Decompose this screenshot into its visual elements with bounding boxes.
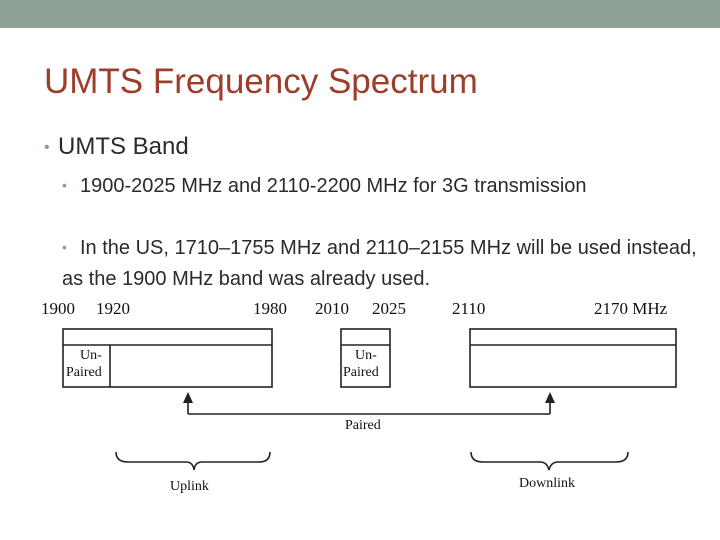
freq-label-1900: 1900 xyxy=(41,299,75,318)
freq-label-2010: 2010 xyxy=(315,299,349,318)
unpaired-label-1-line2: Paired xyxy=(66,365,102,380)
bullet-text: UMTS Band xyxy=(58,133,189,160)
sub-bullet-text: In the US, 1710–1755 MHz and 2110–2155 MHz will be used instead, as the 1900 MHz band was already used. xyxy=(62,237,697,290)
bullet-dot-icon: • xyxy=(62,177,67,193)
uplink-brace-icon xyxy=(116,452,270,470)
paired-label: Paired xyxy=(345,418,381,433)
downlink-label: Downlink xyxy=(519,476,575,491)
arrow-up-icon xyxy=(545,392,555,403)
freq-label-2110: 2110 xyxy=(452,299,486,318)
downlink-brace-icon xyxy=(471,452,628,470)
unpaired-label-1-line1: Un- xyxy=(80,348,102,363)
sub-bullet-text: 1900-2025 MHz and 2110-2200 MHz for 3G transmission xyxy=(80,175,587,197)
uplink-label: Uplink xyxy=(170,479,209,494)
unpaired-label-2-line2: Paired xyxy=(343,365,379,380)
paired-arrow xyxy=(188,400,550,414)
slide-title: UMTS Frequency Spectrum xyxy=(44,62,478,101)
arrow-up-icon xyxy=(183,392,193,403)
bullet-dot-icon: • xyxy=(62,239,67,255)
freq-label-2170: 2170 MHz xyxy=(594,299,668,318)
freq-label-1920: 1920 xyxy=(96,299,130,318)
band-block-2110-2170 xyxy=(470,329,676,387)
unpaired-label-2-line1: Un- xyxy=(355,348,377,363)
bullet-dot-icon: • xyxy=(44,139,50,156)
freq-label-2025: 2025 xyxy=(372,299,406,318)
freq-label-1980: 1980 xyxy=(253,299,287,318)
